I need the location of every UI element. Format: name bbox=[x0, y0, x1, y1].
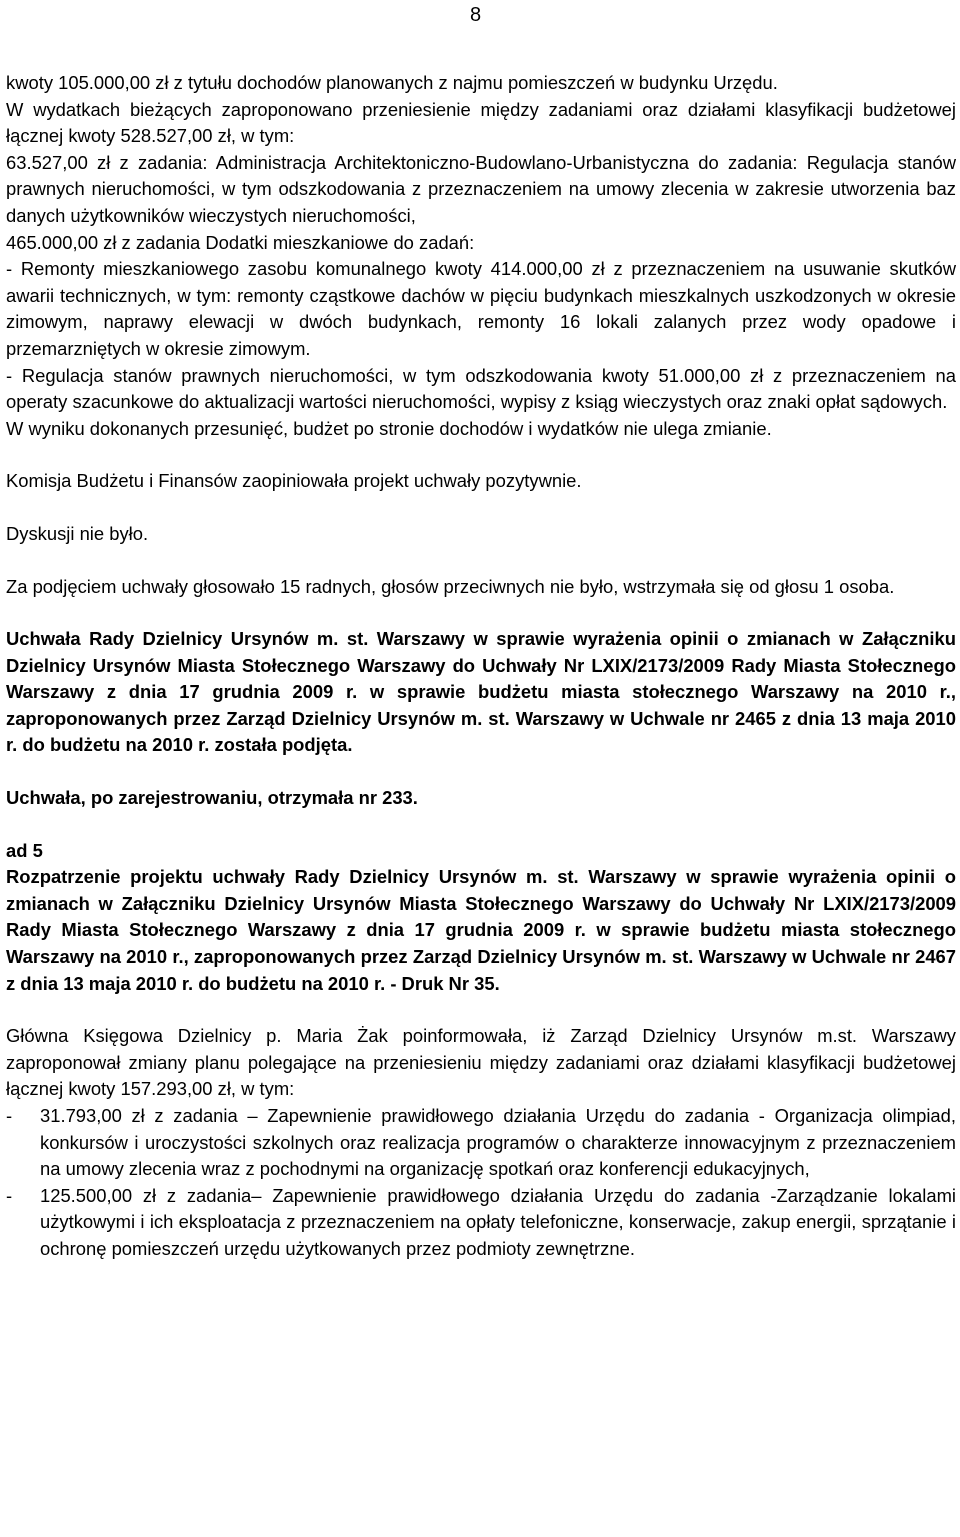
paragraph-income: kwoty 105.000,00 zł z tytułu dochodów planowanych z najmu pomieszczeń w budynku Urzędu. bbox=[6, 72, 778, 93]
paragraph-agenda-item: Rozpatrzenie projektu uchwały Rady Dzielnicy Ursynów m. st. Warszawy w sprawie wyrażenia opinii o zmianach w Załączniku Dzielnicy Ursynów Miasta Stołecznego Warszawy do Uchwały Nr LXIX/2173/2009 Rady Miasta Stołecznego Warszawy z dnia 17 grudnia 2009 r. w sprawie budżetu miasta stołecznego Warszawy na 2010 r., zaproponowanych przez Zarząd Dzielnicy Ursynów m. st. Warszawy w Uchwale nr 2467 z dnia 13 maja 2010 r. do budżetu na 2010 r. - Druk Nr 35. bbox=[6, 866, 956, 994]
page-number: 8 bbox=[470, 4, 482, 26]
paragraph-transfer-63527: 63.527,00 zł z zadania: Administracja Architektoniczno-Budowlano-Urbanistyczna do zadania: Regulacja stanów prawnych nieruchomości, w tym odszkodowania z przeznaczeniem na umowy zlecenia w zakresie utworzenia baz danych użytkowników wieczystych nieruchomości, bbox=[6, 151, 956, 226]
list-item bbox=[6, 1183, 956, 1263]
list-marker: - bbox=[6, 1105, 13, 1126]
section-heading-ad5: ad 5 bbox=[6, 839, 43, 861]
paragraph-budget-unchanged: W wyniku dokonanych przesunięć, budżet po stronie dochodów i wydatków nie ulega zmianie. bbox=[6, 417, 772, 439]
paragraph-resolution-adopted: Uchwała Rady Dzielnicy Ursynów m. st. Warszawy w sprawie wyrażenia opinii o zmianach w Załączniku Dzielnicy Ursynów Miasta Stołecznego Warszawy do Uchwały Nr LXIX/2173/2009 Rady Miasta Stołecznego Warszawy z dnia 17 grudnia 2009 r. w sprawie budżetu miasta stołecznego Warszawy na 2010 r., zaproponowanych przez Zarząd Dzielnicy Ursynów m. st. Warszawy w Uchwale nr 2465 z dnia 13 maja 2010 r. do budżetu na 2010 r. została podjęta. bbox=[6, 628, 956, 756]
list-item-text: 125.500,00 zł z zadania– Zapewnienie prawidłowego działania Urzędu do zadania -Zarządzanie lokalami użytkowymi i ich eksploatacja z przeznaczeniem na opłaty telefoniczne, konserwacje, zakup energii, sprzątanie i ochronę pomieszczeń urzędu użytkowanych przez podmioty zewnętrzne. bbox=[40, 1184, 956, 1259]
paragraph-vote: Za podjęciem uchwały głosowało 15 radnych, głosów przeciwnych nie było, wstrzymała się od głosu 1 osoba. bbox=[6, 575, 895, 597]
paragraph-transfer-465000: 465.000,00 zł z zadania Dodatki mieszkaniowe do zadań: bbox=[6, 231, 475, 253]
paragraph-expenses-intro: W wydatkach bieżących zaproponowano przeniesienie między zadaniami oraz działami klasyfikacji budżetowej łącznej kwoty 528.527,00 zł, w tym: bbox=[6, 98, 956, 147]
paragraph-commission-opinion: Komisja Budżetu i Finansów zaopiniowała projekt uchwały pozytywnie. bbox=[6, 470, 582, 492]
paragraph-resolution-number: Uchwała, po zarejestrowaniu, otrzymała nr 233. bbox=[6, 787, 418, 809]
paragraph-regulation: - Regulacja stanów prawnych nieruchomości, w tym odszkodowania kwoty 51.000,00 zł z przeznaczeniem na operaty szacunkowe do aktualizacji wartości nieruchomości, wypisy z ksiąg wieczystych oraz znaki opłat sądowych. bbox=[6, 364, 956, 413]
list-item bbox=[6, 1103, 956, 1183]
document-body bbox=[6, 70, 956, 1263]
paragraph-accountant-info: Główna Księgowa Dzielnicy p. Maria Żak poinformowała, iż Zarząd Dzielnicy Ursynów m.st. Warszawy zaproponował zmiany planu polegające na przeniesieniu między zadaniami oraz działami klasyfikacji budżetowej łącznej kwoty 157.293,00 zł, w tym: bbox=[6, 1025, 956, 1100]
list-item-text: 31.793,00 zł z zadania – Zapewnienie prawidłowego działania Urzędu do zadania - Organizacja olimpiad, konkursów i uroczystości szkolnych oraz realizacja programów o charakterze innowacyjnym z przeznaczeniem na umowy zlecenia wraz z pochodnymi na organizację spotkań oraz konferencji edukacyjnych, bbox=[40, 1105, 956, 1180]
list-marker: - bbox=[6, 1184, 13, 1206]
paragraph-no-discussion: Dyskusji nie było. bbox=[6, 522, 149, 544]
paragraph-repairs: - Remonty mieszkaniowego zasobu komunalnego kwoty 414.000,00 zł z przeznaczeniem na usuwanie skutków awarii technicznych, w tym: remonty cząstkowe dachów w pięciu budynkach mieszkalnych uszkodzonych w okresie zimowym, naprawy elewacji w dwóch budynkach, remonty 16 lokali zalanych przez wody opadowe i przemarzniętych w okresie zimowym. bbox=[6, 258, 956, 359]
